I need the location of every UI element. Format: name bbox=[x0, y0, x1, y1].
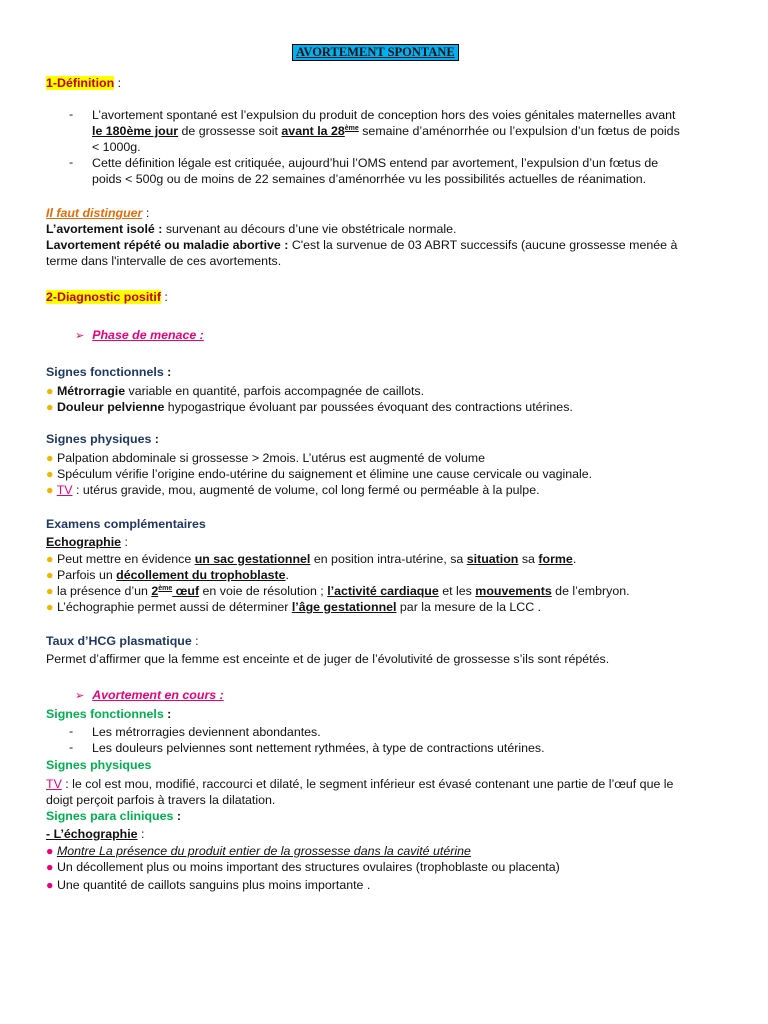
section-diagnostic-heading: 2-Diagnostic positif : bbox=[46, 290, 168, 304]
list-item: ● Parfois un décollement du trophoblaste. bbox=[46, 568, 289, 582]
definition-paragraph-1: L’avortement spontané est l’expulsion du produit de conception hors des voies génitales maternelles avant le 180ème jour de grossesse soit avant la 28ème semaine d’aménorrhée ou l’expulsion d’un fœtus de poids < 1000g. bbox=[92, 108, 680, 154]
signes-physiques-2-text-2: doigt perçoit parfois à travers la dilatation. bbox=[46, 793, 276, 807]
list-item: ● Douleur pelvienne hypogastrique évoluant par poussées évoquant des contractions utérines. bbox=[46, 400, 573, 414]
bullet-icon: ● bbox=[46, 451, 54, 465]
bullet-icon: ● bbox=[46, 878, 54, 892]
echographie-2-heading: - L’échographie : bbox=[46, 827, 145, 841]
avortement-en-cours-heading: ➢ Avortement en cours : bbox=[75, 688, 224, 702]
definition-paragraph-2: Cette définition légale est critiquée, aujourd’hui l’OMS entend par avortement, l’expulsion d’un fœtus de poids < 500g ou de moins de 22 semaines d’aménorrhée vu les possibilités actuelles de réanimation. bbox=[92, 156, 659, 186]
signes-physiques-2-heading: Signes physiques bbox=[46, 758, 152, 772]
bullet-icon: ● bbox=[46, 568, 54, 582]
definition-heading-text: 1-Définition bbox=[46, 76, 115, 90]
dash-marker: - bbox=[69, 155, 74, 169]
arrow-bullet-icon: ➢ bbox=[75, 690, 85, 702]
phase-menace-heading: ➢ Phase de menace : bbox=[75, 328, 204, 342]
bullet-icon: ● bbox=[46, 467, 54, 481]
list-item: ● Montre La présence du produit entier de la grossesse dans la cavité utérine bbox=[46, 844, 471, 858]
list-item: ● L’échographie permet aussi de déterminer l’âge gestationnel par la mesure de la LCC . bbox=[46, 600, 542, 614]
list-item: ● Une quantité de caillots sanguins plus moins importante . bbox=[46, 878, 371, 892]
signes-physiques-2-text: TV : le col est mou, modifié, raccourci et dilaté, le segment inférieur est évasé contenant une partie de l’œuf que le bbox=[46, 777, 674, 791]
hcg-text: Permet d’affirmer que la femme est enceinte et de juger de l’évolutivité de grossesse s’ils sont répétés. bbox=[46, 652, 610, 666]
signes-fonctionnels-2-heading: Signes fonctionnels : bbox=[46, 707, 172, 721]
list-item: Les douleurs pelviennes sont nettement rythmées, à type de contractions utérines. bbox=[92, 741, 545, 755]
bullet-icon: ● bbox=[46, 844, 54, 858]
list-item: ● Un décollement plus ou moins important des structures ovulaires (trophoblaste ou placenta) bbox=[46, 860, 560, 874]
bullet-icon: ● bbox=[46, 860, 54, 874]
bullet-icon: ● bbox=[46, 384, 54, 398]
hcg-heading: Taux d’HCG plasmatique : bbox=[46, 634, 199, 648]
signes-para-cliniques-heading: Signes para cliniques : bbox=[46, 809, 181, 823]
bullet-icon: ● bbox=[46, 584, 54, 598]
avortement-repete-line-2: terme dans l'intervalle de ces avortements. bbox=[46, 254, 282, 268]
dash-marker: - bbox=[69, 107, 74, 121]
signes-physiques-heading: Signes physiques : bbox=[46, 432, 159, 446]
distinguer-heading: Il faut distinguer : bbox=[46, 206, 150, 220]
bullet-icon: ● bbox=[46, 400, 54, 414]
section-definition-heading: 1-Définition : bbox=[46, 76, 122, 90]
dash-marker: - bbox=[69, 724, 74, 738]
list-item: ● Métrorragie variable en quantité, parfois accompagnée de caillots. bbox=[46, 384, 425, 398]
avortement-isole-line: L’avortement isolé : survenant au décours d’une vie obstétricale normale. bbox=[46, 222, 457, 236]
list-item: ● TV : utérus gravide, mou, augmenté de volume, col long fermé ou perméable à la pulpe. bbox=[46, 483, 540, 497]
echographie-heading: Echographie : bbox=[46, 535, 128, 549]
list-item: Les métrorragies deviennent abondantes. bbox=[92, 725, 321, 739]
list-item: ● la présence d’un 2ème œuf en voie de résolution ; l’activité cardiaque et les mouvements de l’embryon. bbox=[46, 584, 630, 598]
bullet-icon: ● bbox=[46, 600, 54, 614]
signes-fonctionnels-heading: Signes fonctionnels : bbox=[46, 365, 172, 379]
avortement-repete-line: Lavortement répété ou maladie abortive : C'est la survenue de 03 ABRT successifs (aucune grossesse menée à bbox=[46, 238, 678, 252]
bullet-icon: ● bbox=[46, 483, 54, 497]
arrow-bullet-icon: ➢ bbox=[75, 330, 85, 342]
list-item: ● Palpation abdominale si grossesse > 2mois. L’utérus est augmenté de volume bbox=[46, 451, 486, 465]
bullet-icon: ● bbox=[46, 552, 54, 566]
examens-heading: Examens complémentaires bbox=[46, 517, 206, 531]
list-item: ● Peut mettre en évidence un sac gestationnel en position intra-utérine, sa situation sa forme. bbox=[46, 552, 577, 566]
list-item: ● Spéculum vérifie l’origine endo-utérine du saignement et élimine une cause cervicale ou vaginale. bbox=[46, 467, 593, 481]
dash-marker: - bbox=[69, 740, 74, 754]
document-title: AVORTEMENT SPONTANE bbox=[292, 44, 459, 61]
